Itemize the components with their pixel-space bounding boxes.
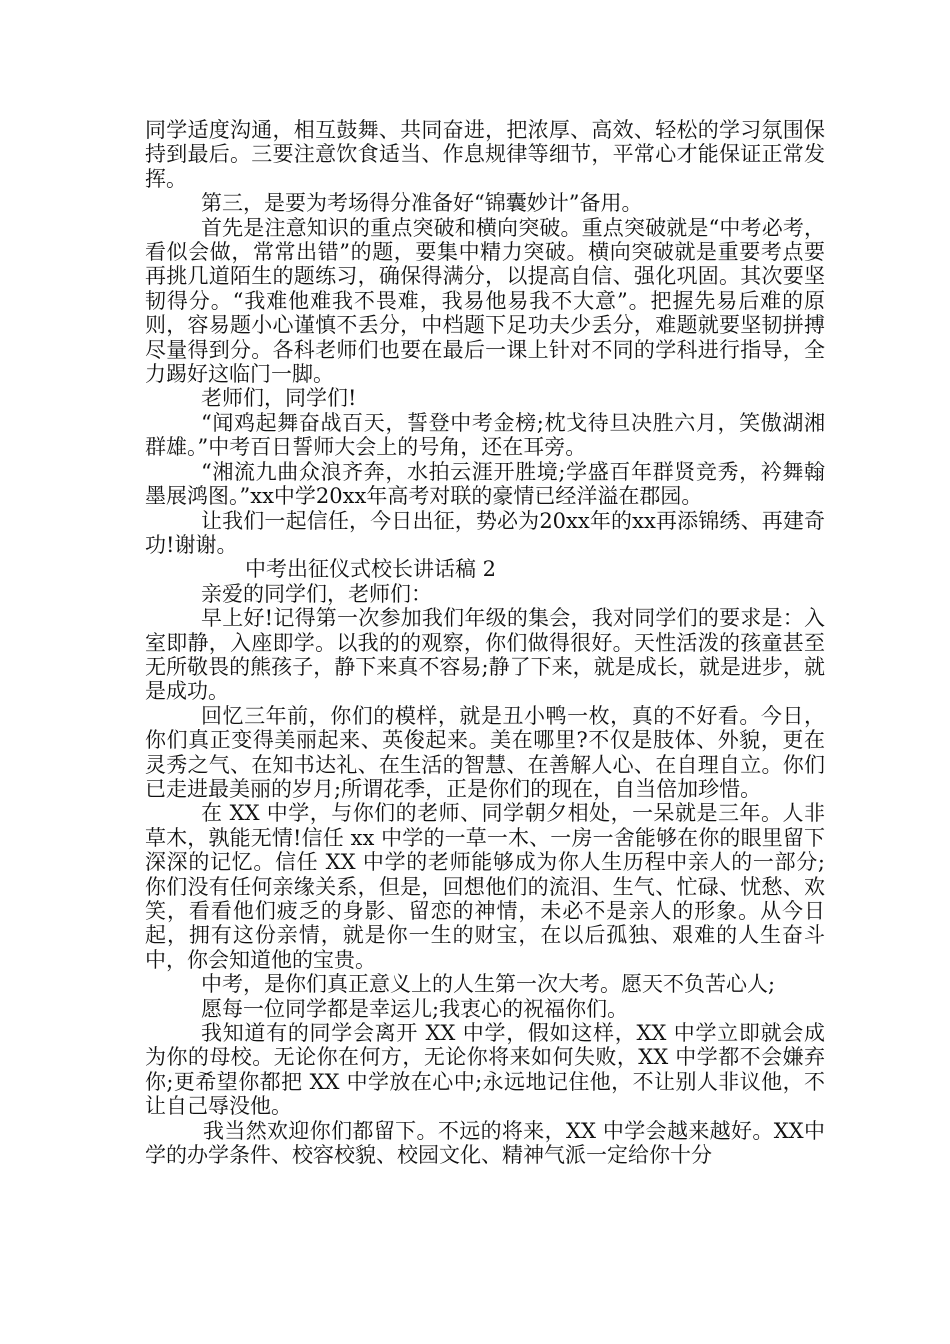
paragraph: 让我们一起信任，今日出征，势必为20xx年的xx再添锦绣、再建奇功!谢谢。: [145, 508, 825, 557]
paragraph: “闻鸡起舞奋战百天，誓登中考金榜;枕戈待旦决胜六月，笑傲湖湘群雄。”中考百日誓师大会上的号角，还在耳旁。: [145, 410, 825, 460]
document-body: [145, 118, 825, 1167]
paragraph: 回忆三年前，你们的模样，就是丑小鸭一枚，真的不好看。今日，你们真正变得美丽起来、英俊起来。美在哪里?不仅是肢体、外貌，更在灵秀之气、在知书达礼、在生活的智慧、在善解人心、在自理自立。你们已走进最美丽的岁月;所谓花季，正是你们的现在，自当倍加珍惜。: [145, 703, 825, 801]
paragraph: “湘流九曲众浪齐奔，水拍云涯开胜境;学盛百年群贤竞秀，衿舞翰墨展鸿图。”xx中学20xx年高考对联的豪情已经洋溢在郡园。: [145, 459, 825, 509]
paragraph: 中考，是你们真正意义上的人生第一次大考。愿天不负苦心人;: [201, 972, 776, 997]
section-title: 中考出征仪式校长讲话稿 2: [245, 557, 497, 582]
paragraph: 早上好!记得第一次参加我们年级的集会，我对同学们的要求是：入室即静，入座即学。以我的的观察，你们做得很好。天性活泼的孩童甚至无所敬畏的熊孩子，静下来真不容易;静了下来，就是成长，就是进步，就是成功。: [145, 606, 825, 704]
paragraph: 在 XX 中学，与你们的老师、同学朝夕相处，一呆就是三年。人非草木，孰能无情!信任 xx 中学的一草一木、一房一舍能够在你的眼里留下深深的记忆。信任 XX 中学的老师能够成为你人生历程中亲人的一部分;你们没有任何亲缘关系，但是，回想他们的流泪、生气、忙碌、忧愁、欢笑，看看他们疲乏的身影、留恋的神情，未必不是亲人的形象。从今日起，拥有这份亲情，就是你一生的财宝，在以后孤独、艰难的人生奋斗中，你会知道他的宝贵。: [145, 801, 825, 972]
paragraph: 我知道有的同学会离开 XX 中学，假如这样，XX 中学立即就会成为你的母校。无论你在何方，无论你将来如何失败，XX 中学都不会嫌弃你;更希望你都把 XX 中学放在心中;永远地记住他，不让别人非议他，不让自己辱没他。: [145, 1021, 825, 1119]
paragraph: 我当然欢迎你们都留下。不远的将来，XX 中学会越来越好。XX中学的办学条件、校容校貌、校园文化、精神气派一定给你十分: [145, 1118, 825, 1168]
paragraph: 愿每一位同学都是幸运儿;我衷心的祝福你们。: [201, 996, 629, 1021]
paragraph: 第三，是要为考场得分准备好“锦囊妙计”备用。: [201, 191, 643, 216]
paragraph: 首先是注意知识的重点突破和横向突破。重点突破就是“中考必考，看似会做，常常出错”的题，要集中精力突破。横向突破就是重要考点要再挑几道陌生的题练习，确保得满分，以提高自信、强化巩固。其次要坚韧得分。“我难他难我不畏难，我易他易我不大意”。把握先易后难的原则，容易题小心谨慎不丢分，中档题下足功夫少丢分，难题就要坚韧拼搏尽量得到分。各科老师们也要在最后一课上针对不同的学科进行指导，全力踢好这临门一脚。: [145, 215, 825, 387]
paragraph: 亲爱的同学们，老师们：: [201, 581, 432, 606]
paragraph: 同学适度沟通，相互鼓舞、共同奋进，把浓厚、高效、轻松的学习氛围保持到最后。三要注意饮食适当、作息规律等细节，平常心才能保证正常发挥。: [145, 118, 825, 191]
paragraph: 老师们，同学们!: [201, 386, 357, 411]
